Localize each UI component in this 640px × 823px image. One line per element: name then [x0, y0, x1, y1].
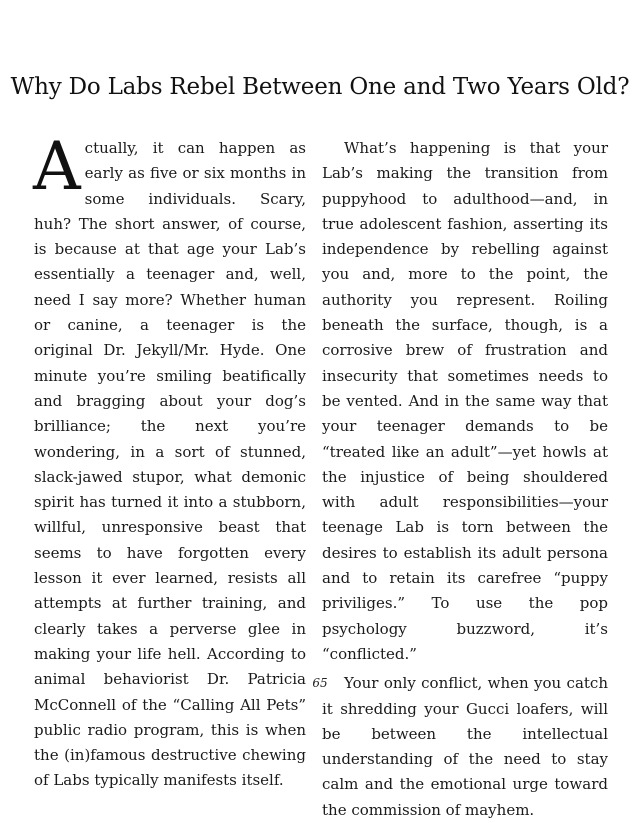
- right-column: [322, 136, 608, 823]
- drop-cap: A: [33, 128, 81, 205]
- right-paragraph-1: What’s happening is that your Lab’s making the transition from puppyhood to adulthood—and, in true adolescent fashion, asserting its independence by rebelling against you and, more to the point, the authority you represent. Roiling beneath the surface, though, is a corrosive brew of frustration and insecurity that sometimes needs to be vented. And in the same way that your teenager demands to be “treated like an adult”—yet howls at the injustice of being shouldered with adult responsibilities—your teenage Lab is torn between the desires to establish its adult persona and to retain its carefree “puppy priviliges.” To use the pop psychology buzzword, it’s “conflicted.”: [322, 139, 608, 663]
- left-body-text: ctually, it can happen as early as five or six months in some individuals. Scary, huh? The short answer, of course, is because at that age your Lab’s essentially a teenager and, well, need I say more? Whether human or canine, a teenager is the original Dr. Jekyll/Mr. Hyde. One minute you’re smiling beatifically and bragging about your dog’s brilliance; the next you’re wondering, in a sort of stunned, slack-jawed stupor, what demonic spirit has turned it into a stubborn, willful, unresponsive beast that seems to have forgotten every lesson it ever learned, resists all attempts at further training, and clearly takes a perverse glee in making your life hell. According to animal behaviorist Dr. Patricia McConnell of the “Calling All Pets” public radio program, this is when the (in)famous destructive chewing of Labs typically manifests itself.: [34, 139, 306, 790]
- page-number: 65: [312, 676, 328, 690]
- left-column: [33, 128, 306, 794]
- left-paragraph: [33, 128, 306, 794]
- page-title: Why Do Labs Rebel Between One and Two Years Old?: [10, 74, 630, 100]
- right-paragraph-2: Your only conflict, when you catch it shredding your Gucci loafers, will be between the intellectual understanding of the need to stay calm and the emotional urge toward the commission of mayhem.: [322, 674, 608, 819]
